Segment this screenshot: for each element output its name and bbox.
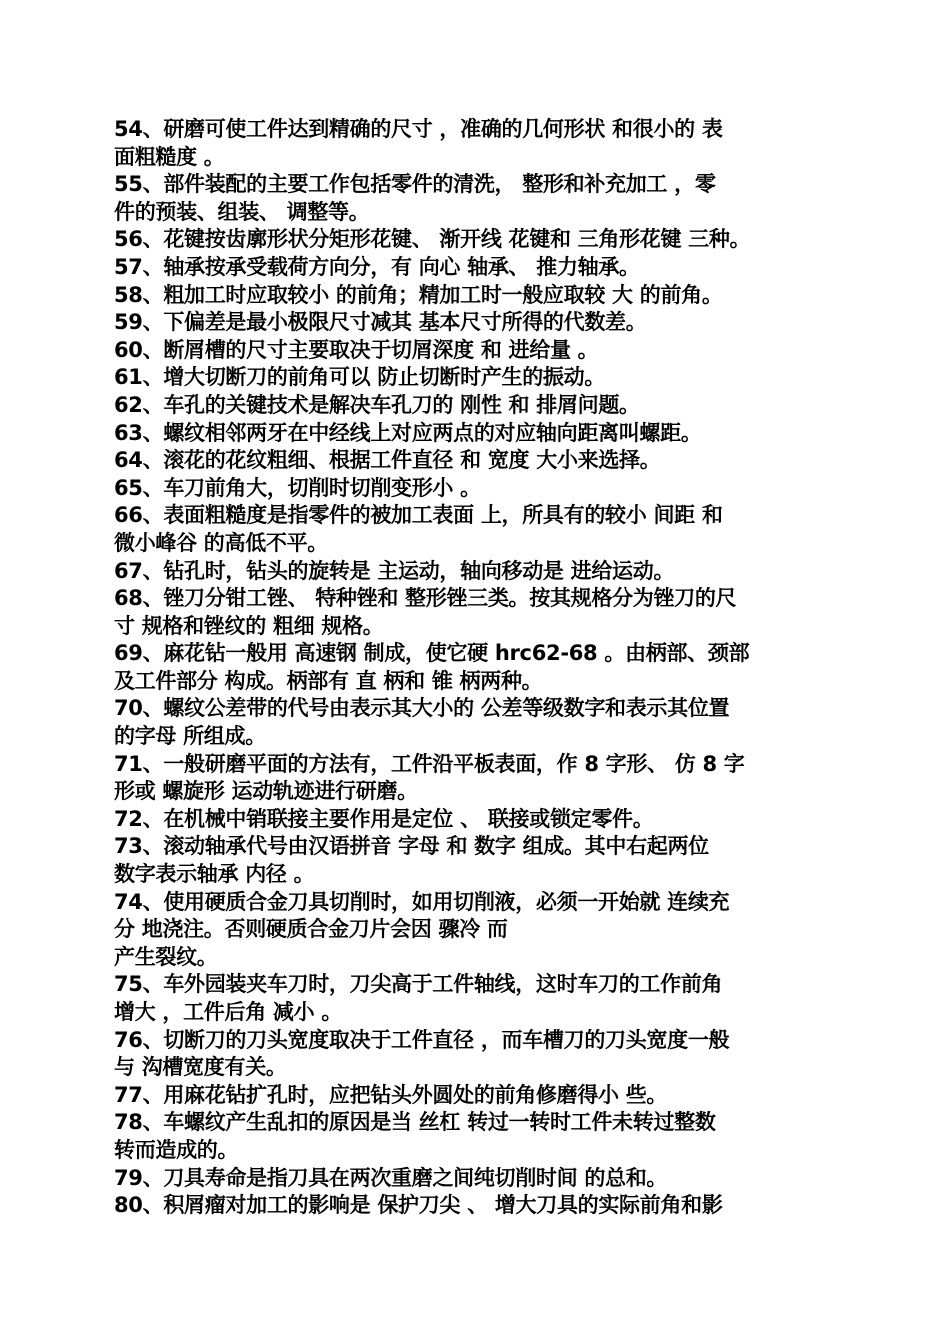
text-line: 的字母 所组成。 xyxy=(114,724,266,749)
text-line: 72、在机械中销联接主要作用是定位 、 联接或锁定零件。 xyxy=(114,806,654,831)
text-line: 80、积屑瘤对加工的影响是 保护刀尖 、 增大刀具的实际前角和影 xyxy=(114,1193,723,1218)
text-line: 60、断屑槽的尺寸主要取决于切屑深度 和 进给量 。 xyxy=(114,337,599,362)
text-line: 78、车螺纹产生乱扣的原因是当 丝杠 转过一转时工件未转过整数 xyxy=(114,1110,716,1135)
text-line: 面粗糙度 。 xyxy=(114,144,225,169)
text-line: 58、粗加工时应取较小 的前角；精加工时一般应取较 大 的前角。 xyxy=(114,282,723,307)
text-line: 68、锉刀分钳工锉、 特种锉和 整形锉三类。按其规格分为锉刀的尺 xyxy=(114,586,737,611)
text-line: 56、花键按齿廓形状分矩形花键、 渐开线 花键和 三角形花键 三种。 xyxy=(114,227,751,252)
text-line: 69、麻花钻一般用 高速钢 制成，使它硬 hrc62-68 。由柄部、颈部 xyxy=(114,641,750,666)
text-line: 62、车孔的关键技术是解决车孔刀的 刚性 和 排屑问题。 xyxy=(114,392,640,417)
text-line: 75、车外园装夹车刀时，刀尖高于工件轴线，这时车刀的工作前角 xyxy=(114,972,723,997)
text-line: 54、研磨可使工件达到精确的尺寸 ，准确的几何形状 和很小的 表 xyxy=(114,117,723,141)
text-line: 79、刀具寿命是指刀具在两次重磨之间纯切削时间 的总和。 xyxy=(114,1165,668,1190)
text-line: 70、螺纹公差带的代号由表示其大小的 公差等级数字和表示其位置 xyxy=(114,696,730,721)
text-line: 73、滚动轴承代号由汉语拼音 字母 和 数字 组成。其中右起两位 xyxy=(114,834,709,859)
text-line: 件的预装、组装、 调整等。 xyxy=(114,199,370,224)
text-line: 74、使用硬质合金刀具切削时，如用切削液，必须一开始就 连续充 xyxy=(114,889,730,914)
text-line: 67、钻孔时，钻头的旋转是 主运动，轴向移动是 进给运动。 xyxy=(114,558,675,583)
text-line: 寸 规格和锉纹的 粗细 规格。 xyxy=(114,613,384,638)
text-line: 分 地浇注。否则硬质合金刀片会因 骤冷 而 xyxy=(114,917,508,942)
text-line: 64、滚花的花纹粗细、根据工件直径 和 宽度 大小来选择。 xyxy=(114,448,661,473)
text-line: 转而造成的。 xyxy=(114,1137,239,1162)
text-line: 57、轴承按承受载荷方向分，有 向心 轴承、 推力轴承。 xyxy=(114,254,640,279)
text-line: 数字表示轴承 内径 。 xyxy=(114,862,315,887)
text-line: 微小峰谷 的高低不平。 xyxy=(114,530,329,555)
text-block xyxy=(114,116,844,1220)
text-line: 55、部件装配的主要工作包括零件的清洗， 整形和补充加工 ，零 xyxy=(114,172,716,197)
text-line: 76、切断刀的刀头宽度取决于工件直径 ，而车槽刀的刀头宽度一般 xyxy=(114,1027,730,1052)
text-line: 与 沟槽宽度有关。 xyxy=(114,1055,287,1080)
text-line: 63、螺纹相邻两牙在中经线上对应两点的对应轴向距离叫螺距。 xyxy=(114,420,702,445)
text-line: 77、用麻花钻扩孔时，应把钻头外圆处的前角修磨得小 些。 xyxy=(114,1082,668,1107)
text-line: 59、下偏差是最小极限尺寸减其 基本尺寸所得的代数差。 xyxy=(114,310,647,335)
text-line: 产生裂纹。 xyxy=(114,944,218,969)
text-line: 71、一般研磨平面的方法有，工件沿平板表面，作 8 字形、 仿 8 字 xyxy=(114,751,745,776)
text-line: 及工件部分 构成。柄部有 直 柄和 锥 柄两种。 xyxy=(114,668,543,693)
text-line: 增大 ，工件后角 减小 。 xyxy=(114,1000,343,1024)
text-line: 61、增大切断刀的前角可以 防止切断时产生的振动。 xyxy=(114,365,606,390)
text-line: 65、车刀前角大，切削时切削变形小 。 xyxy=(114,475,481,500)
text-line: 形或 螺旋形 运动轨迹进行研磨。 xyxy=(114,779,418,804)
text-line: 66、表面粗糙度是指零件的被加工表面 上，所具有的较小 间距 和 xyxy=(114,503,723,528)
